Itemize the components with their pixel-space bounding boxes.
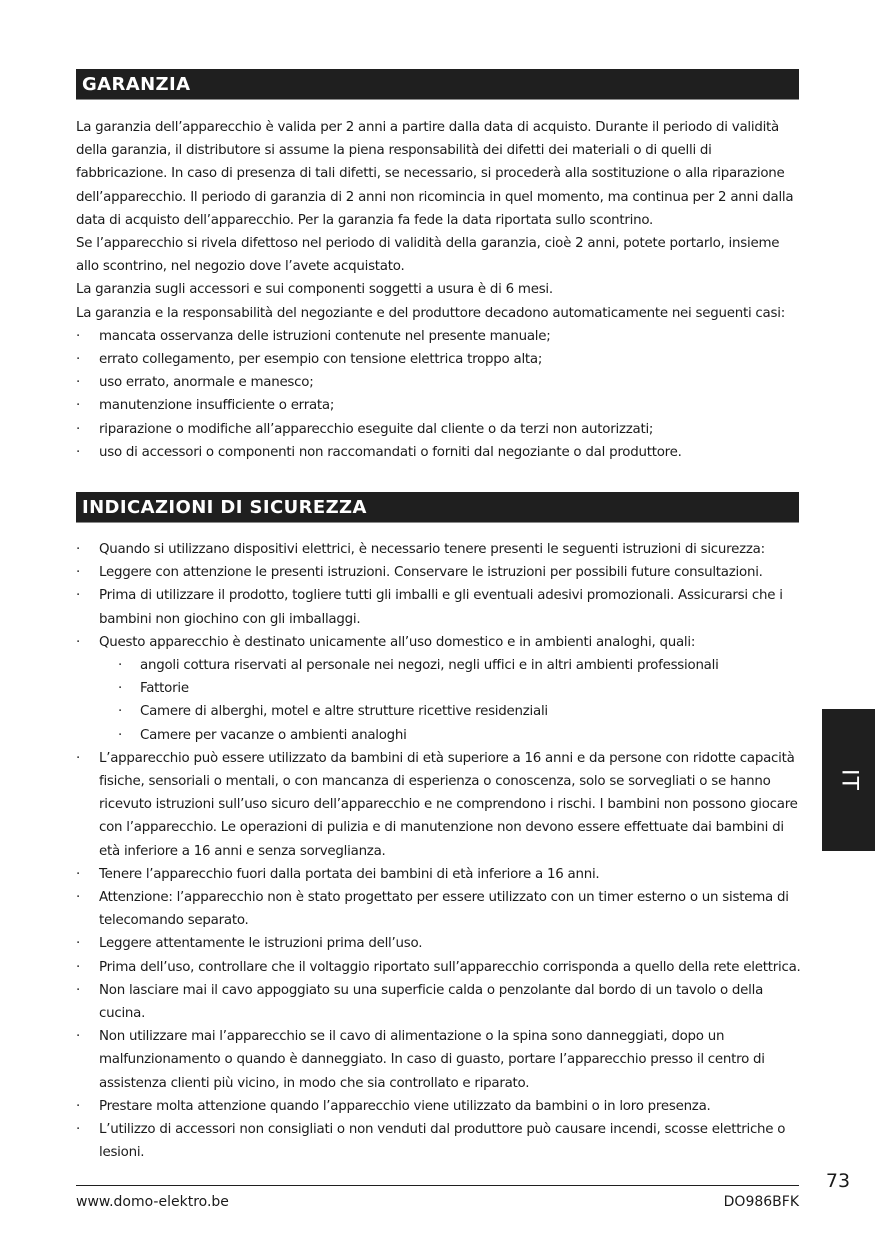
list-item: · Prima dell’uso, controllare che il voltaggio riportato sull’apparecchio corrisponda a quello della rete elettrica. <box>76 956 801 979</box>
section-header-garanzia <box>76 69 799 100</box>
list-item: · Prima di utilizzare il prodotto, togliere tutti gli imballi e gli eventuali adesivi promozionali. Assicurarsi che i bambini non giochino con gli imballaggi. <box>76 584 801 630</box>
list-item-text: Questo apparecchio è destinato unicamente all’uso domestico e in ambienti analoghi, quali: <box>99 634 696 650</box>
paragraph: La garanzia sugli accessori e sui componenti soggetti a usura è di 6 mesi. <box>76 282 553 298</box>
list-item: · Leggere con attenzione le presenti istruzioni. Conservare le istruzioni per possibili future consultazioni. <box>76 561 801 584</box>
language-tab <box>822 709 875 851</box>
safety-instructions-list <box>76 538 801 1164</box>
sicurezza-body <box>76 538 801 1164</box>
page-number: 73 <box>825 1170 851 1192</box>
list-item: · Attenzione: l’apparecchio non è stato progettato per essere utilizzato con un timer esterno o un sistema di telecomando separato. <box>76 886 801 932</box>
list-item <box>76 631 801 747</box>
section-title: GARANZIA <box>82 74 191 95</box>
footer-divider <box>76 1185 799 1186</box>
section-header-sicurezza <box>76 492 799 523</box>
list-item: · Quando si utilizzano dispositivi elettrici, è necessario tenere presenti le seguenti istruzioni di sicurezza: <box>76 538 801 561</box>
list-item: · riparazione o modifiche all’apparecchio eseguite dal cliente o da terzi non autorizzati; <box>76 418 801 441</box>
sub-list-item: · Fattorie <box>99 677 801 700</box>
sub-list-item: · Camere di alberghi, motel e altre strutture ricettive residenziali <box>99 700 801 723</box>
sub-list-item: · angoli cottura riservati al personale nei negozi, negli uffici e in altri ambienti professionali <box>99 654 801 677</box>
list-item: · Non utilizzare mai l’apparecchio se il cavo di alimentazione o la spina sono danneggiati, dopo un malfunzionamento o quando è danneggiato. In caso di guasto, portare l’apparecchio presso il centro di assistenza clienti più vicino, in modo che sia controllato e riparato. <box>76 1025 801 1095</box>
list-item: · Leggere attentamente le istruzioni prima dell’uso. <box>76 932 801 955</box>
paragraph: Se l’apparecchio si rivela difettoso nel periodo di validità della garanzia, cioè 2 anni, potete portarlo, insieme allo scontrino, nel negozio dove l’avete acquistato. <box>76 236 780 275</box>
footer-model-number: DO986BFK <box>723 1194 799 1210</box>
list-item: · L’apparecchio può essere utilizzato da bambini di età superiore a 16 anni e da persone con ridotte capacità fisiche, sensoriali o mentali, o con mancanza di esperienza o conoscenza, solo se sorvegliati o se hanno ricevuto istruzioni sull’uso sicuro dell’apparecchio e ne comprendono i rischi. I bambini non possono giocare con l’apparecchio. Le operazioni di pulizia e di manutenzione non devono essere effettuate dai bambini di età inferiore a 16 anni e senza sorveglianza. <box>76 747 801 863</box>
list-item: · Non lasciare mai il cavo appoggiato su una superficie calda o penzolante dal bordo di un tavolo o della cucina. <box>76 979 801 1025</box>
list-item: · L’utilizzo di accessori non consigliati o non venduti dal produttore può causare incendi, scosse elettriche o lesioni. <box>76 1118 801 1164</box>
list-item: · uso errato, anormale e manesco; <box>76 371 801 394</box>
list-item: · mancata osservanza delle istruzioni contenute nel presente manuale; <box>76 325 801 348</box>
garanzia-body <box>76 116 801 464</box>
list-item: · Tenere l’apparecchio fuori dalla portata dei bambini di età inferiore a 16 anni. <box>76 863 801 886</box>
list-item: · Prestare molta attenzione quando l’apparecchio viene utilizzato da bambini o in loro presenza. <box>76 1095 801 1118</box>
paragraph: La garanzia dell’apparecchio è valida per 2 anni a partire dalla data di acquisto. Durante il periodo di validità della garanzia, il distributore si assume la piena responsabilità dei difetti dei materiali o di quelli di fabbricazione. In caso di presenza di tali difetti, se necessario, si procederà alla sostituzione o alla riparazione dell’apparecchio. Il periodo di garanzia di 2 anni non ricomincia in quel momento, ma continua per 2 anni dalla data di acquisto dell’apparecchio. Per la garanzia fa fede la data riportata sullo scontrino. <box>76 120 794 228</box>
section-title: INDICAZIONI DI SICUREZZA <box>82 497 367 518</box>
language-tab-label: IT <box>836 769 861 791</box>
list-item: · manutenzione insufficiente o errata; <box>76 394 801 417</box>
footer-website: www.domo-elektro.be <box>76 1194 229 1210</box>
warranty-exclusion-list <box>76 325 801 464</box>
list-item: · errato collegamento, per esempio con tensione elettrica troppo alta; <box>76 348 801 371</box>
sub-list-item: · Camere per vacanze o ambienti analoghi <box>99 724 801 747</box>
paragraph: La garanzia e la responsabilità del negoziante e del produttore decadono automaticamente nei seguenti casi: <box>76 305 785 321</box>
environment-sublist <box>99 654 801 747</box>
list-item: · uso di accessori o componenti non raccomandati o forniti dal negoziante o dal produttore. <box>76 441 801 464</box>
